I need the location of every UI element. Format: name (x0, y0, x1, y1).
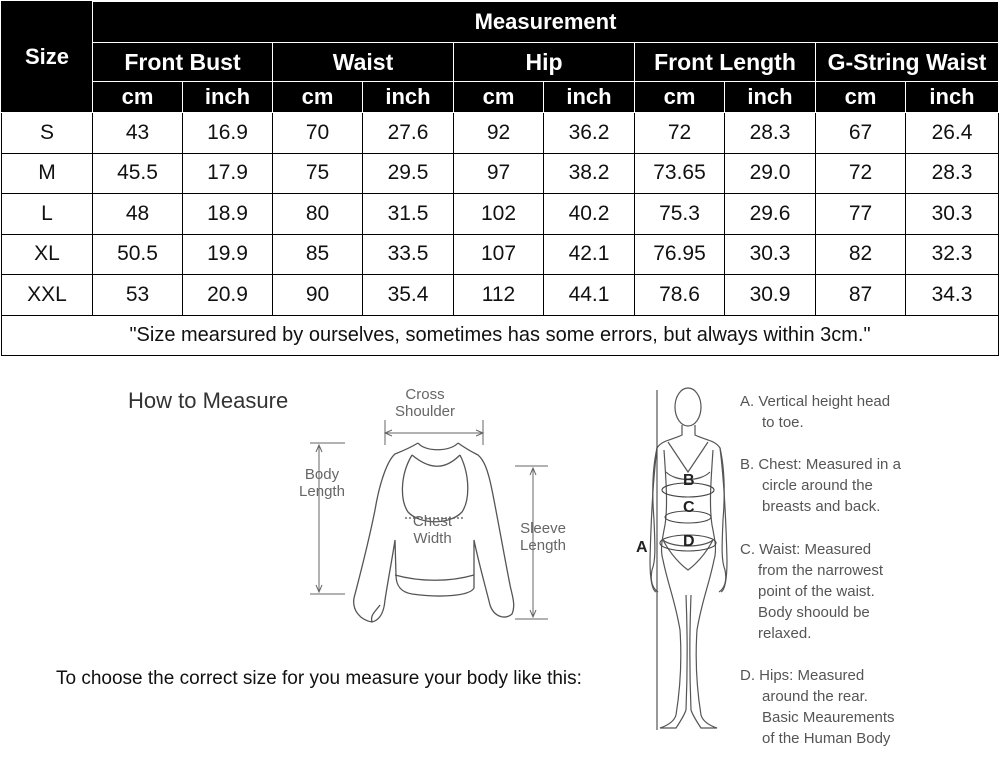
label-line: Length (299, 483, 345, 500)
value-cell: 72 (635, 113, 725, 154)
value-cell: 50.5 (93, 234, 183, 275)
note-line: C. Waist: Measured (740, 541, 872, 558)
value-cell: 26.4 (906, 113, 999, 154)
unit-inch: inch (363, 82, 454, 113)
value-cell: 35.4 (363, 275, 454, 316)
value-cell: 73.65 (635, 153, 725, 194)
size-cell: S (2, 113, 93, 154)
value-cell: 107 (454, 234, 544, 275)
body-letter-a: A (636, 539, 648, 556)
value-cell: 40.2 (544, 194, 635, 235)
chest-width-label (400, 513, 465, 547)
label-line: Cross (405, 386, 445, 403)
value-cell: 112 (454, 275, 544, 316)
unit-cm: cm (93, 82, 183, 113)
unit-cm: cm (816, 82, 906, 113)
unit-inch: inch (725, 82, 816, 113)
value-cell: 67 (816, 113, 906, 154)
value-cell: 102 (454, 194, 544, 235)
col-waist: Waist (273, 43, 454, 82)
note-b (740, 454, 901, 517)
cross-shoulder-label (390, 386, 460, 420)
size-cell: L (2, 194, 93, 235)
body-length-label (292, 466, 352, 500)
value-cell: 78.6 (635, 275, 725, 316)
value-cell: 45.5 (93, 153, 183, 194)
table-row (2, 153, 999, 194)
col-front-bust: Front Bust (93, 43, 273, 82)
value-cell: 76.95 (635, 234, 725, 275)
label-line: Body (304, 466, 340, 483)
value-cell: 87 (816, 275, 906, 316)
note-line: relaxed. (758, 625, 812, 642)
value-cell: 72 (816, 153, 906, 194)
value-cell: 32.3 (906, 234, 999, 275)
value-cell: 31.5 (363, 194, 454, 235)
value-cell: 75 (273, 153, 363, 194)
note-line: from the narrowest (758, 562, 884, 579)
unit-cm: cm (454, 82, 544, 113)
value-cell: 85 (273, 234, 363, 275)
value-cell: 17.9 (183, 153, 273, 194)
note-line: of the Human Body (762, 730, 891, 747)
size-chart-table (1, 1, 999, 356)
note-line: circle around the (762, 477, 873, 494)
value-cell: 43 (93, 113, 183, 154)
value-cell: 28.3 (906, 153, 999, 194)
value-cell: 20.9 (183, 275, 273, 316)
table-row (2, 194, 999, 235)
value-cell: 75.3 (635, 194, 725, 235)
size-header: Size (2, 2, 93, 113)
value-cell: 48 (93, 194, 183, 235)
value-cell: 82 (816, 234, 906, 275)
how-to-measure-title: How to Measure (128, 388, 289, 413)
note-d (740, 665, 895, 749)
col-g-string-waist: G-String Waist (816, 43, 999, 82)
col-hip: Hip (454, 43, 635, 82)
label-line: Sleeve (520, 520, 566, 537)
value-cell: 28.3 (725, 113, 816, 154)
body-letter-d: D (683, 533, 695, 550)
body-letter-b: B (683, 472, 695, 489)
table-row (2, 113, 999, 154)
value-cell: 77 (816, 194, 906, 235)
value-cell: 27.6 (363, 113, 454, 154)
unit-inch: inch (544, 82, 635, 113)
unit-inch: inch (906, 82, 999, 113)
body-letter-c: C (683, 499, 695, 516)
measurement-header: Measurement (93, 2, 999, 43)
label-line: Width (413, 530, 452, 547)
note-a (740, 391, 890, 433)
note-c (740, 539, 883, 644)
value-cell: 30.3 (906, 194, 999, 235)
value-cell: 29.6 (725, 194, 816, 235)
size-cell: M (2, 153, 93, 194)
col-front-length: Front Length (635, 43, 816, 82)
value-cell: 18.9 (183, 194, 273, 235)
value-cell: 70 (273, 113, 363, 154)
unit-cm: cm (635, 82, 725, 113)
table-row (2, 234, 999, 275)
value-cell: 53 (93, 275, 183, 316)
measurement-note: "Size mearsured by ourselves, sometimes has some errors, but always within 3cm." (2, 315, 999, 355)
note-line: D. Hips: Measured (740, 667, 865, 684)
value-cell: 80 (273, 194, 363, 235)
note-line: around the rear. (762, 688, 868, 705)
note-line: Body shoould be (758, 604, 870, 621)
unit-inch: inch (183, 82, 273, 113)
size-cell: XXL (2, 275, 93, 316)
value-cell: 90 (273, 275, 363, 316)
note-line: B. Chest: Measured in a (740, 456, 901, 473)
note-line: A. Vertical height head (740, 393, 891, 410)
unit-cm: cm (273, 82, 363, 113)
table-row (2, 275, 999, 316)
value-cell: 30.3 (725, 234, 816, 275)
value-cell: 29.5 (363, 153, 454, 194)
sleeve-length-label (509, 520, 577, 554)
value-cell: 44.1 (544, 275, 635, 316)
value-cell: 34.3 (906, 275, 999, 316)
label-line: Shoulder (394, 403, 456, 420)
note-line: breasts and back. (762, 498, 881, 515)
size-cell: XL (2, 234, 93, 275)
note-line: to toe. (762, 414, 804, 431)
value-cell: 16.9 (183, 113, 273, 154)
value-cell: 33.5 (363, 234, 454, 275)
value-cell: 29.0 (725, 153, 816, 194)
value-cell: 97 (454, 153, 544, 194)
value-cell: 19.9 (183, 234, 273, 275)
value-cell: 30.9 (725, 275, 816, 316)
note-line: Basic Meaurements (762, 709, 895, 726)
label-line: Length (520, 537, 566, 554)
value-cell: 36.2 (544, 113, 635, 154)
choose-size-instruction: To choose the correct size for you measure your body like this: (56, 668, 582, 689)
value-cell: 42.1 (544, 234, 635, 275)
value-cell: 38.2 (544, 153, 635, 194)
note-line: point of the waist. (758, 583, 875, 600)
label-line: Chest (412, 513, 453, 530)
value-cell: 92 (454, 113, 544, 154)
